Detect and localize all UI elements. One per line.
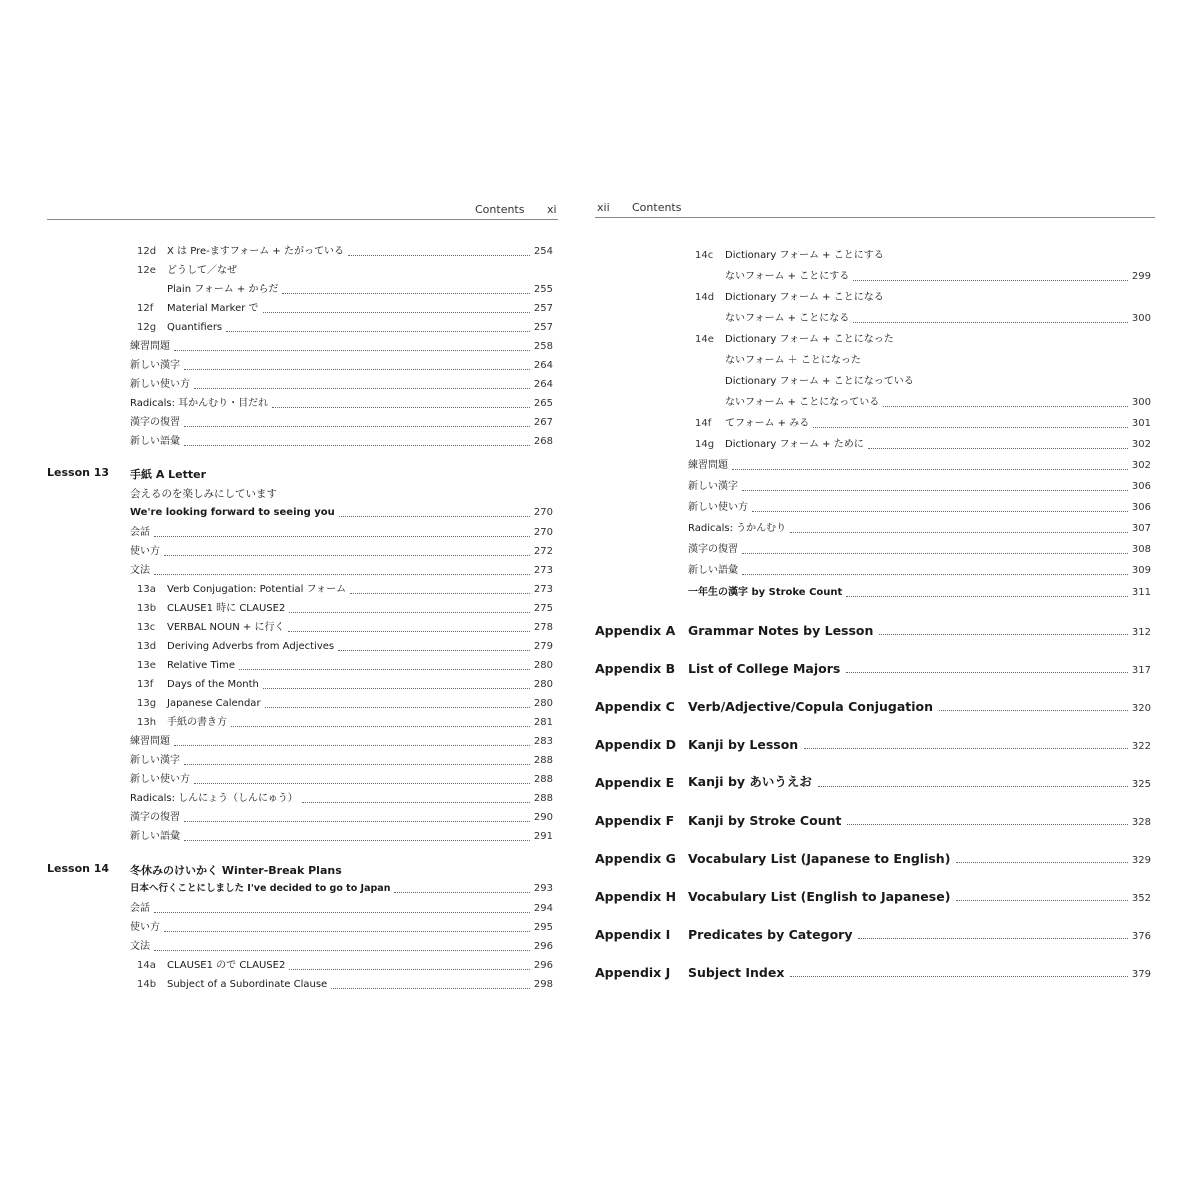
- running-head-left: Contents: [475, 203, 525, 216]
- entry-title: ないフォーム + ことにする: [725, 271, 850, 282]
- entry-number: 14d: [695, 292, 715, 303]
- toc-entry-14d-cont[interactable]: [695, 306, 1151, 325]
- appendix-e[interactable]: [595, 770, 1151, 790]
- entry-title: 文法: [130, 565, 150, 576]
- entry-title: Dictionary フォーム + ことにする: [725, 250, 884, 261]
- leader-dots: [742, 553, 1128, 554]
- entry-page: 311: [1131, 587, 1151, 598]
- leader-dots: [184, 821, 530, 822]
- entry-number: 12e: [137, 265, 156, 276]
- entry-page: 296: [533, 941, 553, 952]
- appendix-g[interactable]: [595, 846, 1151, 866]
- entry-title: 新しい漢字: [130, 360, 180, 371]
- toc-14-kaiwa[interactable]: [130, 896, 553, 915]
- appendix-label: Appendix E: [595, 775, 675, 790]
- entry-page: 268: [533, 436, 553, 447]
- leader-dots: [154, 536, 530, 537]
- toc-entry-13f[interactable]: [137, 672, 553, 691]
- entry-page: 264: [533, 360, 553, 371]
- leader-dots: [263, 688, 530, 689]
- appendix-page: 317: [1131, 665, 1151, 676]
- appendix-i[interactable]: [595, 922, 1151, 942]
- entry-page: 273: [533, 584, 553, 595]
- entry-title: Material Marker で: [167, 303, 259, 314]
- leader-dots: [818, 786, 1128, 787]
- entry-page: 288: [533, 793, 553, 804]
- leader-dots: [339, 516, 530, 517]
- lesson-13-subtitle: 会えるのを楽しみにしています: [130, 488, 277, 500]
- leader-dots: [846, 672, 1128, 673]
- appendix-page: 376: [1131, 931, 1151, 942]
- appendix-label: Appendix C: [595, 699, 675, 714]
- toc-13-renshuu[interactable]: [130, 729, 553, 748]
- page-number-left: xi: [547, 203, 557, 216]
- leader-dots: [956, 900, 1127, 901]
- entry-page: 302: [1131, 439, 1151, 450]
- entry-number: 14g: [695, 439, 715, 450]
- toc-entry-13c[interactable]: [137, 615, 553, 634]
- appendix-title: Grammar Notes by Lesson: [688, 623, 874, 638]
- entry-title: 使い方: [130, 922, 160, 933]
- leader-dots: [164, 555, 530, 556]
- entry-page: 267: [533, 417, 553, 428]
- entry-title: 新しい漢字: [130, 755, 180, 766]
- toc-entry-14e[interactable]: [695, 327, 1151, 346]
- leader-dots: [272, 407, 530, 408]
- appendix-title: Kanji by Lesson: [688, 737, 799, 752]
- entry-page: 257: [533, 303, 553, 314]
- toc-section-new-vocab[interactable]: [130, 429, 553, 448]
- lesson-13-subtitle-en[interactable]: [130, 500, 553, 519]
- entry-title: ないフォーム + ことになる: [725, 313, 850, 324]
- entry-page: 299: [1131, 271, 1151, 282]
- entry-title: 練習問題: [688, 460, 728, 471]
- appendix-label: Appendix J: [595, 965, 671, 980]
- toc-entry-14c[interactable]: [695, 243, 1151, 262]
- right-page: [595, 0, 1200, 1200]
- leader-dots: [239, 669, 530, 670]
- leader-dots: [348, 255, 530, 256]
- entry-page: 280: [533, 679, 553, 690]
- entry-number: 12f: [137, 303, 154, 314]
- entry-number: 14c: [695, 250, 714, 261]
- toc-entry-14e-cont1[interactable]: [695, 348, 1151, 367]
- entry-page: 255: [533, 284, 553, 295]
- entry-title: 一年生の漢字 by Stroke Count: [688, 587, 843, 598]
- entry-page: 288: [533, 774, 553, 785]
- entry-page: 270: [533, 507, 553, 518]
- toc-13-kanji-review[interactable]: [130, 805, 553, 824]
- entry-title: ないフォーム + ことになっている: [725, 397, 880, 408]
- toc-entry-13g[interactable]: [137, 691, 553, 710]
- lesson-14-title[interactable]: 冬休みのけいかく Winter-Break Plans: [130, 864, 342, 877]
- leader-dots: [194, 388, 530, 389]
- appendix-label: Appendix B: [595, 661, 676, 676]
- toc-entry-14e-cont3[interactable]: [695, 390, 1151, 409]
- toc-13-new-kanji[interactable]: [130, 748, 553, 767]
- entry-number: 13h: [137, 717, 157, 728]
- leader-dots: [331, 988, 530, 989]
- entry-page: 296: [533, 960, 553, 971]
- entry-number: 13a: [137, 584, 156, 595]
- appendix-page: 322: [1131, 741, 1151, 752]
- appendix-page: 329: [1131, 855, 1151, 866]
- toc-entry-13d[interactable]: [137, 634, 553, 653]
- leader-dots: [184, 426, 530, 427]
- appendix-title: Vocabulary List (Japanese to English): [688, 851, 951, 866]
- toc-13-radicals[interactable]: [130, 786, 553, 805]
- toc-entry-14a[interactable]: [137, 953, 553, 972]
- entry-number: 13c: [137, 622, 156, 633]
- running-head-right: Contents: [632, 201, 682, 214]
- leader-dots: [847, 824, 1127, 825]
- entry-title: 新しい語彙: [688, 565, 738, 576]
- entry-title: 会話: [130, 903, 150, 914]
- entry-title: 新しい語彙: [130, 436, 180, 447]
- entry-number: 14f: [695, 418, 712, 429]
- entry-page: 258: [533, 341, 553, 352]
- entry-title: 手紙の書き方: [167, 717, 227, 728]
- header-rule-left: [47, 219, 558, 220]
- entry-page: 280: [533, 698, 553, 709]
- toc-13-bunpou[interactable]: [130, 558, 553, 577]
- entry-title: Dictionary フォーム + ことになる: [725, 292, 884, 303]
- toc-first-year-kanji[interactable]: [688, 580, 1151, 599]
- leader-dots: [174, 745, 530, 746]
- entry-page: 298: [533, 979, 553, 990]
- entry-title: Deriving Adverbs from Adjectives: [167, 641, 335, 652]
- entry-title: 漢字の復習: [130, 417, 180, 428]
- entry-number: 13d: [137, 641, 157, 652]
- lesson-13-label: Lesson 13: [47, 466, 110, 479]
- entry-title: X は Pre-ますフォーム + たがっている: [167, 246, 344, 257]
- appendix-title: List of College Majors: [688, 661, 841, 676]
- appendix-label: Appendix A: [595, 623, 676, 638]
- entry-page: 308: [1131, 544, 1151, 555]
- appendix-h[interactable]: [595, 884, 1151, 904]
- toc-13-new-usage[interactable]: [130, 767, 553, 786]
- entry-title: 日本へ行くことにしました I've decided to go to Japan: [130, 883, 391, 894]
- entry-page: 279: [533, 641, 553, 652]
- entry-title: 練習問題: [130, 736, 170, 747]
- entry-page: 278: [533, 622, 553, 633]
- entry-title: 文法: [130, 941, 150, 952]
- entry-title: Dictionary フォーム + ために: [725, 439, 864, 450]
- appendix-page: 328: [1131, 817, 1151, 828]
- entry-title: 新しい使い方: [130, 774, 190, 785]
- toc-entry-12e-cont[interactable]: [137, 277, 553, 296]
- entry-title: 新しい語彙: [130, 831, 180, 842]
- entry-number: 12g: [137, 322, 157, 333]
- entry-number: 14a: [137, 960, 156, 971]
- leader-dots: [790, 976, 1128, 977]
- toc-entry-14f[interactable]: [695, 411, 1151, 430]
- lesson-14-label: Lesson 14: [47, 862, 110, 875]
- toc-entry-13h[interactable]: [137, 710, 553, 729]
- leader-dots: [939, 710, 1128, 711]
- toc-14-renshuu[interactable]: [688, 453, 1151, 472]
- entry-title: VERBAL NOUN + に行く: [167, 622, 285, 633]
- appendix-label: Appendix F: [595, 813, 675, 828]
- leader-dots: [338, 650, 530, 651]
- leader-dots: [184, 445, 530, 446]
- entry-page: 301: [1131, 418, 1151, 429]
- leader-dots: [184, 369, 530, 370]
- entry-title: Radicals: しんにょう（しんにゅう）: [130, 793, 298, 804]
- leader-dots: [184, 840, 530, 841]
- entry-title: Radicals: 耳かんむり・目だれ: [130, 398, 269, 409]
- leader-dots: [154, 912, 530, 913]
- entry-title: Dictionary フォーム + ことになっている: [725, 376, 914, 387]
- leader-dots: [804, 748, 1128, 749]
- leader-dots: [265, 707, 530, 708]
- entry-page: 300: [1131, 397, 1151, 408]
- entry-number: 12d: [137, 246, 157, 257]
- leader-dots: [394, 892, 529, 893]
- entry-title: Quantifiers: [167, 322, 223, 333]
- entry-title: Relative Time: [167, 660, 235, 671]
- toc-entry-14g[interactable]: [695, 432, 1151, 451]
- appendix-page: 325: [1131, 779, 1151, 790]
- leader-dots: [752, 511, 1128, 512]
- entry-page: 300: [1131, 313, 1151, 324]
- entry-title: Plain フォーム + からだ: [167, 284, 279, 295]
- entry-title: Verb Conjugation: Potential フォーム: [167, 584, 347, 595]
- entry-number: 14b: [137, 979, 157, 990]
- toc-entry-13b[interactable]: [137, 596, 553, 615]
- entry-page: 280: [533, 660, 553, 671]
- entry-title: CLAUSE1 時に CLAUSE2: [167, 603, 286, 614]
- entry-number: 14e: [695, 334, 714, 345]
- toc-14-new-vocab[interactable]: [688, 558, 1151, 577]
- leader-dots: [883, 406, 1128, 407]
- appendix-label: Appendix D: [595, 737, 676, 752]
- entry-page: 295: [533, 922, 553, 933]
- leader-dots: [194, 783, 530, 784]
- leader-dots: [302, 802, 530, 803]
- entry-page: 270: [533, 527, 553, 538]
- entry-title: 新しい使い方: [688, 502, 748, 513]
- entry-title: Radicals: うかんむり: [688, 523, 787, 534]
- entry-page: 273: [533, 565, 553, 576]
- toc-entry-13e[interactable]: [137, 653, 553, 672]
- toc-section-new-usage[interactable]: [130, 372, 553, 391]
- appendix-label: Appendix G: [595, 851, 676, 866]
- entry-title: We're looking forward to seeing you: [130, 507, 335, 518]
- toc-section-renshuu[interactable]: [130, 334, 553, 353]
- lesson-13-title[interactable]: 手紙 A Letter: [130, 468, 207, 481]
- leader-dots: [289, 969, 530, 970]
- appendix-b[interactable]: [595, 656, 1151, 676]
- leader-dots: [282, 293, 529, 294]
- toc-entry-14c-cont[interactable]: [695, 264, 1151, 283]
- appendix-title: Kanji by Stroke Count: [688, 813, 842, 828]
- leader-dots: [154, 574, 530, 575]
- toc-entry-14d[interactable]: [695, 285, 1151, 304]
- leader-dots: [350, 593, 530, 594]
- toc-14-new-usage[interactable]: [688, 495, 1151, 514]
- entry-page: 309: [1131, 565, 1151, 576]
- appendix-title: Kanji by あいうえお: [688, 774, 812, 789]
- appendix-a[interactable]: [595, 618, 1151, 638]
- entry-title: 練習問題: [130, 341, 170, 352]
- leader-dots: [742, 574, 1128, 575]
- appendix-title: Subject Index: [688, 965, 785, 980]
- leader-dots: [853, 322, 1128, 323]
- entry-number: 13e: [137, 660, 156, 671]
- leader-dots: [742, 490, 1128, 491]
- appendix-page: 312: [1131, 627, 1151, 638]
- leader-dots: [790, 532, 1128, 533]
- appendix-title: Verb/Adjective/Copula Conjugation: [688, 699, 934, 714]
- entry-title: 漢字の復習: [688, 544, 738, 555]
- toc-entry-12g[interactable]: [137, 315, 553, 334]
- entry-page: 275: [533, 603, 553, 614]
- appendix-f[interactable]: [595, 808, 1151, 828]
- toc-14-bunpou[interactable]: [130, 934, 553, 953]
- leader-dots: [853, 280, 1128, 281]
- entry-title: Days of the Month: [167, 679, 259, 690]
- entry-page: 288: [533, 755, 553, 766]
- toc-section-kanji-review[interactable]: [130, 410, 553, 429]
- leader-dots: [154, 950, 530, 951]
- toc-14-radicals[interactable]: [688, 516, 1151, 535]
- leader-dots: [174, 350, 530, 351]
- toc-section-new-kanji[interactable]: [130, 353, 553, 372]
- entry-page: 264: [533, 379, 553, 390]
- leader-dots: [956, 862, 1127, 863]
- entry-page: 302: [1131, 460, 1151, 471]
- toc-14-kanji-review[interactable]: [688, 537, 1151, 556]
- toc-entry-14b[interactable]: [137, 972, 553, 991]
- entry-page: 294: [533, 903, 553, 914]
- header-rule-right: [595, 217, 1155, 218]
- leader-dots: [846, 596, 1128, 597]
- entry-number: 13g: [137, 698, 157, 709]
- entry-page: 293: [533, 883, 553, 894]
- page-number-right: xii: [597, 201, 610, 214]
- toc-13-kaiwa[interactable]: [130, 520, 553, 539]
- leader-dots: [226, 331, 530, 332]
- toc-13-tsukaikata[interactable]: [130, 539, 553, 558]
- entry-page: 281: [533, 717, 553, 728]
- entry-page: 272: [533, 546, 553, 557]
- entry-title: ないフォーム ＋ ことになった: [725, 355, 861, 366]
- leader-dots: [732, 469, 1128, 470]
- leader-dots: [813, 427, 1128, 428]
- appendix-page: 379: [1131, 969, 1151, 980]
- leader-dots: [184, 764, 530, 765]
- leader-dots: [288, 631, 529, 632]
- entry-number: 13f: [137, 679, 154, 690]
- leader-dots: [263, 312, 530, 313]
- entry-title: 新しい使い方: [130, 379, 190, 390]
- entry-title: CLAUSE1 ので CLAUSE2: [167, 960, 286, 971]
- leader-dots: [858, 938, 1127, 939]
- entry-title: 漢字の復習: [130, 812, 180, 823]
- entry-title: どうして／なぜ: [167, 265, 237, 276]
- entry-title: Japanese Calendar: [167, 698, 261, 709]
- entry-title: てフォーム + みる: [725, 418, 810, 429]
- appendix-page: 320: [1131, 703, 1151, 714]
- entry-page: 307: [1131, 523, 1151, 534]
- toc-section-radicals[interactable]: [130, 391, 553, 410]
- leader-dots: [231, 726, 530, 727]
- toc-14-new-kanji[interactable]: [688, 474, 1151, 493]
- leader-dots: [868, 448, 1128, 449]
- entry-title: 会話: [130, 527, 150, 538]
- lesson-14-subtitle[interactable]: [130, 876, 553, 895]
- toc-14-tsukaikata[interactable]: [130, 915, 553, 934]
- toc-entry-12d[interactable]: [137, 239, 553, 258]
- entry-page: 257: [533, 322, 553, 333]
- appendix-label: Appendix H: [595, 889, 677, 904]
- leader-dots: [164, 931, 530, 932]
- entry-title: Subject of a Subordinate Clause: [167, 979, 328, 990]
- entry-page: 290: [533, 812, 553, 823]
- entry-title: 新しい漢字: [688, 481, 738, 492]
- appendix-page: 352: [1131, 893, 1151, 904]
- leader-dots: [879, 634, 1127, 635]
- appendix-title: Predicates by Category: [688, 927, 853, 942]
- entry-page: 291: [533, 831, 553, 842]
- toc-entry-12f[interactable]: [137, 296, 553, 315]
- entry-page: 265: [533, 398, 553, 409]
- entry-page: 283: [533, 736, 553, 747]
- leader-dots: [289, 612, 530, 613]
- toc-entry-13a[interactable]: [137, 577, 553, 596]
- entry-page: 306: [1131, 481, 1151, 492]
- entry-title: Dictionary フォーム + ことになった: [725, 334, 894, 345]
- entry-number: 13b: [137, 603, 157, 614]
- entry-page: 254: [533, 246, 553, 257]
- appendix-c[interactable]: [595, 694, 1151, 714]
- appendix-label: Appendix I: [595, 927, 671, 942]
- toc-13-new-vocab[interactable]: [130, 824, 553, 843]
- appendix-j[interactable]: [595, 960, 1151, 980]
- toc-entry-14e-cont2[interactable]: [695, 369, 1151, 388]
- entry-title: 使い方: [130, 546, 160, 557]
- entry-page: 306: [1131, 502, 1151, 513]
- appendix-title: Vocabulary List (English to Japanese): [688, 889, 951, 904]
- appendix-d[interactable]: [595, 732, 1151, 752]
- toc-entry-12e[interactable]: [137, 258, 553, 277]
